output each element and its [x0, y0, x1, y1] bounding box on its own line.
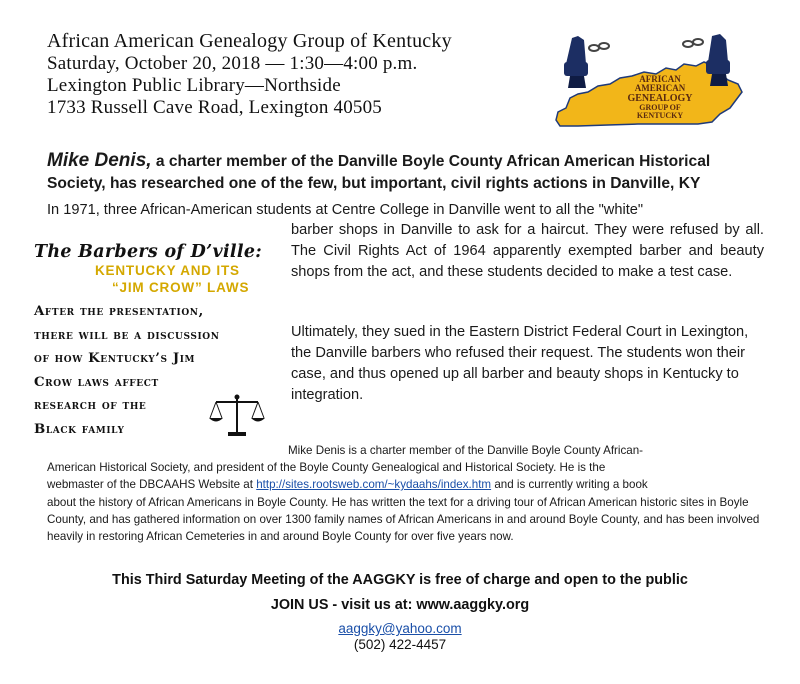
logo-line-2: AMERICAN	[634, 83, 686, 93]
logo-line-1: AFRICAN	[639, 74, 681, 84]
talk-subtitle-2: “JIM CROW” LAWS	[112, 280, 250, 295]
aaggky-logo	[548, 28, 748, 138]
org-title: African American Genealogy Group of Kentucky	[47, 30, 452, 52]
story-paragraph-1: barber shops in Danville to ask for a haircut. They were refused by all. The Civil Rights Act of 1964 apparently exempted barber and beauty shops from the act, and these students decided to make a test case.	[291, 222, 764, 280]
bio-rest: about the history of African Americans in Boyle County. He has written the text for a driving tour of African American historic sites in Boyle County, and has gathered information on over 1300 family names of African Americans in and around Boyle County, and has been involved heavily in restoring African Cemeteries in and around Boyle County for over five years now.	[47, 495, 760, 544]
discussion-line: research of the	[34, 398, 147, 413]
discussion-line: Crow laws affect	[34, 374, 159, 390]
discussion-line: Black family	[34, 421, 125, 437]
story-paragraph-2: Ultimately, they sued in the Eastern District Federal Court in Lexington, the Danville barbers who refused their request. The students won their case, and thus opened up all barber and beauty shops in Kentucky to integration.	[291, 324, 749, 403]
discussion-line: After the presentation,	[34, 304, 204, 319]
bio-line-2: American Historical Society, and president of the Boyle County Genealogical and Historical Society. He is the	[47, 461, 606, 475]
discussion-line: there will be a discussion	[34, 327, 220, 343]
speaker-name: Mike Denis,	[47, 150, 152, 171]
dbcaahs-website-link[interactable]: http://sites.rootsweb.com/~kydaahs/index.htm	[256, 478, 492, 492]
talk-subtitle-1: KENTUCKY AND ITS	[95, 263, 240, 278]
contact-email-link[interactable]: aaggky@yahoo.com	[338, 621, 462, 636]
talk-title: The Barbers of D’ville:	[34, 242, 263, 262]
speaker-bio	[47, 442, 767, 545]
intro-paragraph	[47, 150, 767, 195]
contact-phone: (502) 422-4457	[353, 637, 447, 652]
event-date: Saturday, October 20, 2018 — 1:30—4:00 p.m.	[47, 53, 418, 74]
scales-of-justice-icon	[208, 392, 266, 438]
bio-line-3: webmaster of the DBCAAHS Website at	[47, 478, 257, 492]
meeting-note: This Third Saturday Meeting of the AAGGKY is free of charge and open to the public	[112, 572, 688, 588]
logo-line-5: KENTUCKY	[636, 111, 684, 120]
broken-chain-icon	[589, 39, 703, 51]
event-address: 1733 Russell Cave Road, Lexington 40505	[47, 97, 382, 118]
intro-text: a charter member of the Danville Boyle County African American Historical Society, has researched one of the few, but important, civil rights actions in Danville, KY	[47, 153, 711, 192]
bio-line-1: Mike Denis is a charter member of the Danville Boyle County African-	[288, 444, 644, 457]
left-glove-icon	[564, 36, 588, 88]
bio-line-3-end: and is currently writing a book	[491, 478, 648, 492]
join-us-line: JOIN US - visit us at: www.aaggky.org	[270, 597, 530, 613]
discussion-line: of how Kentucky’s Jim	[34, 351, 196, 366]
story-first-line: In 1971, three African-American students at Centre College in Danville went to all the "white"	[47, 202, 644, 218]
flyer-header	[47, 30, 452, 119]
event-venue: Lexington Public Library—Northside	[47, 75, 341, 96]
logo-line-4: GROUP OF	[639, 103, 681, 112]
logo-line-3: GENEALOGY	[627, 93, 693, 104]
